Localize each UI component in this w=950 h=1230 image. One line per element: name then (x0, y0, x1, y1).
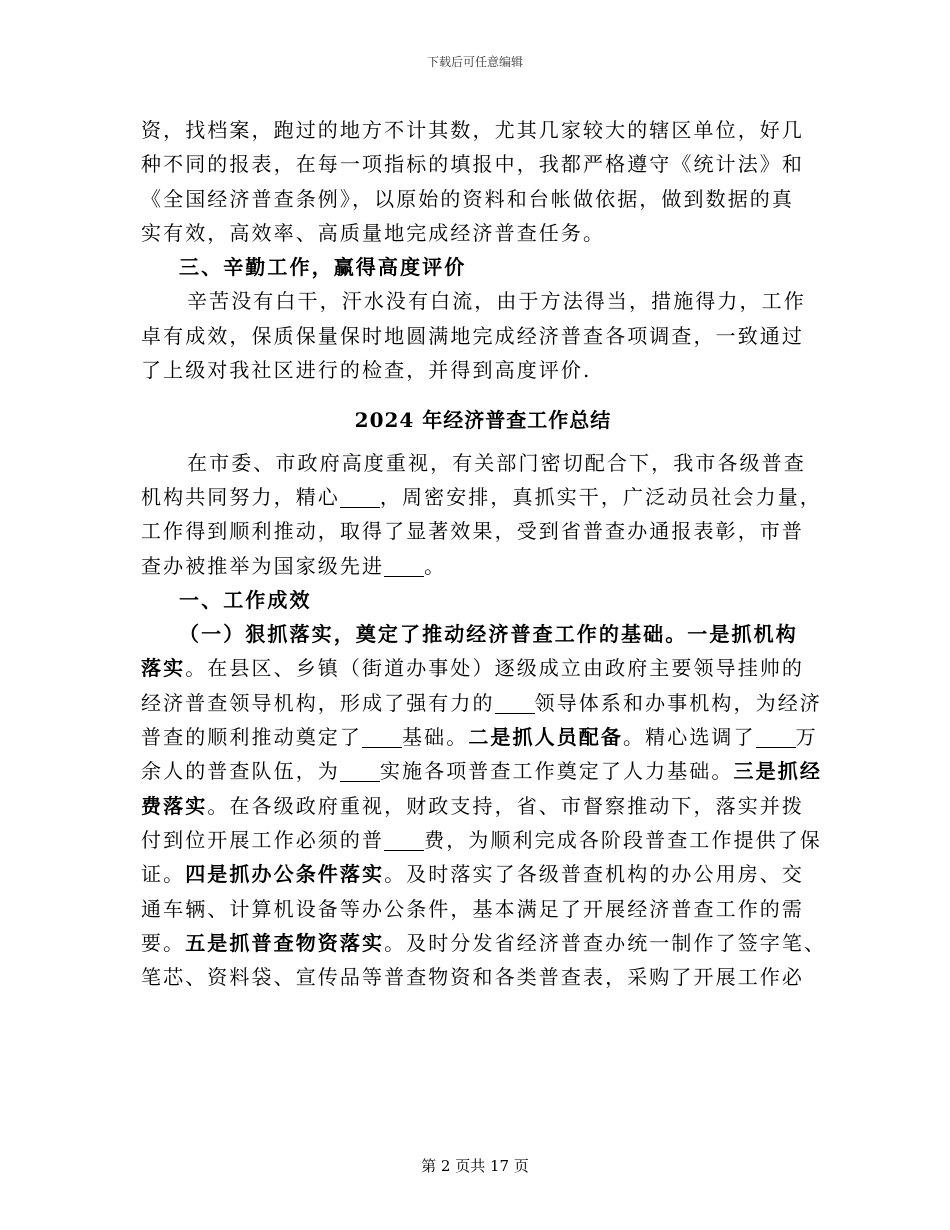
paragraph-line: 实有效，高效率、高质量地完成经济普查任务。 (141, 220, 606, 245)
section-heading: 一、工作成效 (179, 587, 312, 612)
paragraph-line (141, 686, 822, 720)
paragraph-line: （一）狠抓落实，奠定了推动经济普查工作的基础。一是抓机构 (179, 622, 798, 647)
text-run: 。在各级政府重视，财政支持，省、市督察推动下，落实并拨 (207, 793, 805, 818)
bold-run: 费落实 (141, 793, 208, 818)
page-header-note: 下载后可任意编辑 (426, 55, 523, 69)
paragraph-line (141, 926, 827, 960)
bold-run: 五是抓普查物资落实 (185, 930, 385, 955)
text-run: 基础。 (402, 725, 469, 750)
text-run: 。 (424, 553, 447, 578)
fill-blank (384, 556, 424, 577)
text-run: 万 (795, 725, 818, 750)
bold-run: 四是抓办公条件落实 (185, 862, 385, 887)
bold-run: 二是抓人员配备 (468, 725, 624, 750)
paragraph-line (141, 823, 822, 857)
fill-blank (340, 487, 380, 508)
text-run: 领导体系和办事机构，为经济 (534, 690, 822, 715)
text-run: 实施各项普查工作奠定了人力基础。 (379, 759, 734, 784)
text-run: 普查的顺利推动奠定了 (141, 725, 362, 750)
paragraph-line: 《全国经济普查条例》，以原始的资料和台帐做依据，做到数据的真 (141, 186, 794, 211)
paragraph-line (141, 651, 807, 685)
text-run: 要。 (141, 930, 186, 955)
text-run: 余人的普查队伍，为 (141, 759, 340, 784)
document-title: 2024 年经济普查工作总结 (354, 408, 612, 433)
fill-blank (495, 693, 535, 714)
fill-blank (340, 761, 380, 782)
text-run: 查办被推举为国家级先进 (141, 553, 385, 578)
fill-blank (362, 727, 402, 748)
paragraph-line: 笔芯、资料袋、宣传品等普查物资和各类普查表，采购了开展工作必 (141, 965, 804, 990)
text-run: 经济普查领导机构，形成了强有力的 (141, 690, 495, 715)
paragraph-line (141, 789, 807, 823)
paragraph-line (141, 720, 818, 754)
paragraph-line (141, 480, 822, 514)
bold-run: 三是抓经 (733, 759, 822, 784)
text-run: 费，为顺利完成各阶段普查工作提供了保 (424, 827, 822, 852)
paragraph-line (141, 549, 807, 583)
paragraph-line: 卓有成效，保质保量保时地圆满地完成经济普查各项调查，一致通过 (141, 323, 804, 348)
paragraph-line (141, 857, 807, 891)
fill-blank (384, 830, 424, 851)
paragraph-line: 工作得到顺利推动，取得了显著效果，受到省普查办通报表彰，市普 (141, 519, 804, 544)
text-run: 。及时分发省经济普查办统一制作了签字笔、 (384, 930, 827, 955)
document-body (141, 113, 827, 994)
paragraph-line (141, 754, 822, 788)
page-number: 第 2 页共 17 页 (421, 1157, 529, 1175)
paragraph-line: 在市委、市政府高度重视，有关部门密切配合下，我市各级普查 (187, 450, 806, 475)
paragraph-line: 资，找档案，跑过的地方不计其数，尤其几家较大的辖区单位，好几 (141, 118, 804, 142)
paragraph-line: 通车辆、计算机设备等办公条件，基本满足了开展经济普查工作的需 (141, 896, 804, 921)
bold-run: 落实 (141, 656, 186, 681)
text-run: 。及时落实了各级普查机构的办公用房、交 (384, 862, 805, 887)
paragraph-line: 了上级对我社区进行的检查，并得到高度评价. (141, 358, 592, 383)
text-run: 付到位开展工作必须的普 (141, 827, 385, 852)
fill-blank (756, 727, 796, 748)
paragraph-line: 辛苦没有白干，汗水没有白流，由于方法得当，措施得力，工作 (187, 289, 806, 314)
text-run: 。精心选调了 (623, 725, 756, 750)
text-run: 证。 (141, 862, 186, 887)
text-run: 。在县区、乡镇（街道办事处）逐级成立由政府主要领导挂帅的 (185, 656, 805, 681)
text-run: 机构共同努力，精心 (141, 484, 340, 509)
text-run: ，周密安排，真抓实干，广泛动员社会力量， (379, 484, 822, 509)
section-heading: 三、辛勤工作，赢得高度评价 (179, 255, 467, 280)
paragraph-line: 种不同的报表，在每一项指标的填报中，我都严格遵守《统计法》和 (141, 152, 804, 177)
